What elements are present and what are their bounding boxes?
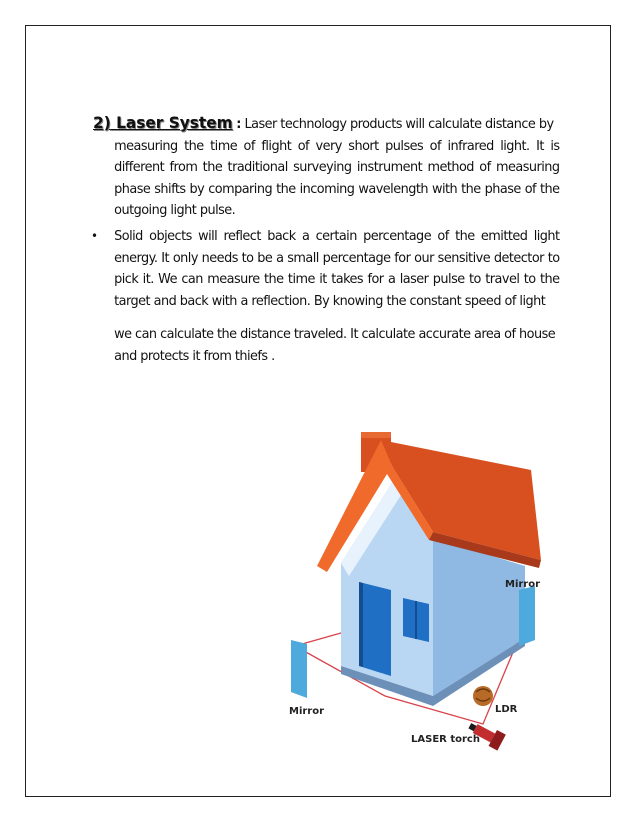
mirror-left-shape: [291, 640, 307, 698]
bullet-symbol: •: [91, 228, 98, 243]
heading-separator: :: [236, 117, 241, 132]
heading-number: 2): [93, 113, 111, 132]
house-door: [359, 582, 391, 676]
section-heading: [93, 113, 233, 132]
bullet-text-continued: we can calculate the distance traveled. It calculate accurate area of house and protects it from thiefs .: [114, 327, 556, 364]
intro-text: Laser technology products will calculate distance by: [244, 117, 554, 132]
laser-system-paragraph: [93, 112, 560, 222]
label-laser-torch: LASER torch: [411, 734, 480, 745]
bullet-text: Solid objects will reflect back a certain percentage of the emitted light energy. It only needs to be a small percentage for our sensitive detector to pick it. We can measure the time it takes for a laser pulse to travel to the target and back with a reflection. By knowing the constant speed of light: [114, 228, 560, 309]
intro-continuation: measuring the time of flight of very short pulses of infrared light. It is different from the traditional surveying instrument method of measuring phase shifts by comparing the incoming wavelength with the phase of the outgoing light pulse.: [114, 138, 560, 219]
label-mirror-right: Mirror: [505, 579, 541, 590]
heading-title: Laser System: [116, 113, 233, 132]
mirror-right-shape: [519, 586, 535, 646]
label-mirror-left: Mirror: [289, 706, 325, 717]
label-ldr: LDR: [495, 704, 518, 715]
document-body: [93, 112, 560, 368]
house-laser-diagram: [283, 428, 543, 760]
bullet-item: [93, 226, 560, 368]
